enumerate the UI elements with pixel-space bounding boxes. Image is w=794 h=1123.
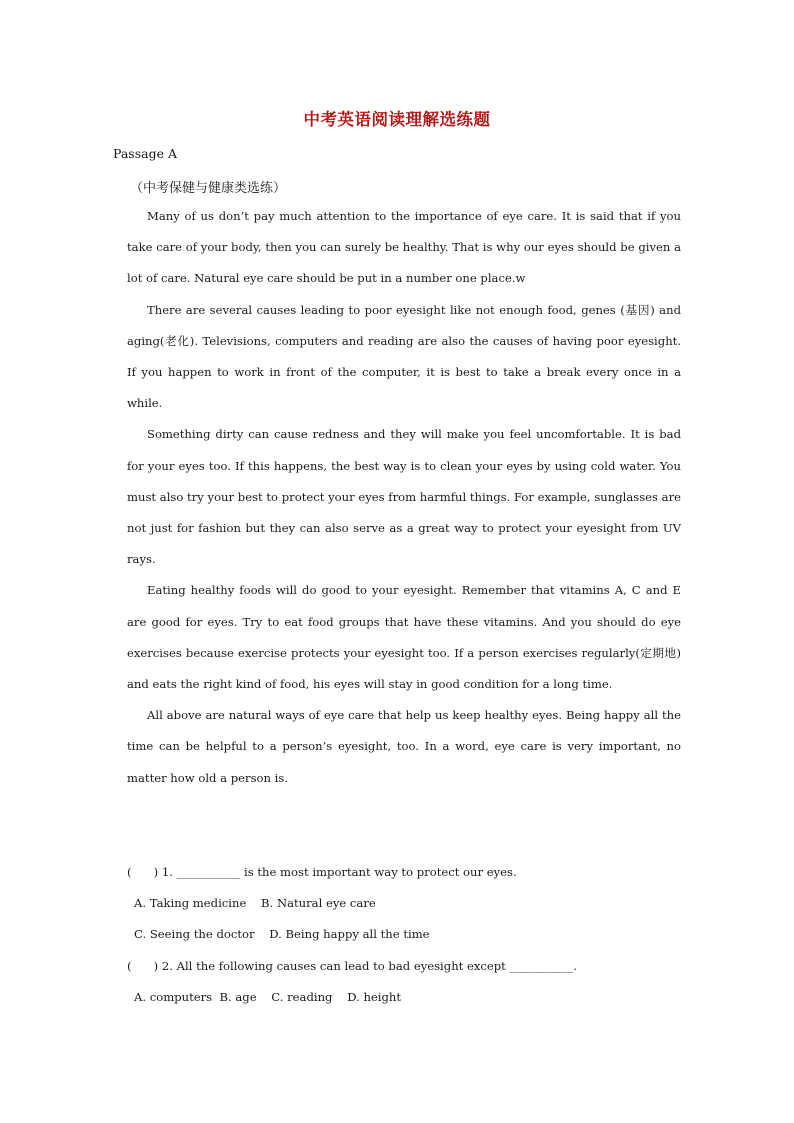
document-title: 中考英语阅读理解选练题: [303, 110, 491, 129]
question-1-stem: ( ) 1. ___________ is the most important way to protect our eyes.: [127, 865, 517, 879]
question-1-options-row-1: A. Taking medicine B. Natural eye care: [134, 896, 376, 911]
paragraph-2: There are several causes leading to poor eyesight like not enough food, genes (基因) and aging(老化). Televisions, computers and reading are also the causes of having poor eyesight. If you happen to work in front of the computer, it is best to take a break every once in a while.: [127, 302, 681, 411]
question-2-stem: ( ) 2. All the following causes can lead to bad eyesight except ___________.: [127, 958, 577, 973]
paragraph-1: Many of us don’t pay much attention to the importance of eye care. It is said that if you take care of your body, then you can surely be healthy. That is why our eyes should be given a lot of care. Natural eye care should be put in a number one place.w: [127, 209, 681, 286]
question-2-options-row-1: A. computers B. age C. reading D. height: [134, 989, 402, 1004]
category-label: （中考保健与健康类选练）: [130, 181, 287, 196]
paragraph-3: Something dirty can cause redness and they will make you feel uncomfortable. It is bad for your eyes too. If this happens, the best way is to clean your eyes by using cold water. You must also try your best to protect your eyes from harmful things. For example, sunglasses are not just for fashion but they can also serve as a great way to protect your eyesight from UV rays.: [127, 427, 681, 567]
passage-body: [127, 201, 681, 794]
question-block: [127, 857, 687, 1013]
passage-label: Passage A: [113, 146, 177, 161]
question-1-options-row-2: C. Seeing the doctor D. Being happy all the time: [134, 927, 430, 942]
paragraph-4: Eating healthy foods will do good to your eyesight. Remember that vitamins A, C and E are good for eyes. Try to eat food groups that have these vitamins. And you should do eye exercises because exercise protects your eyesight too. If a person exercises regularly(定期地) and eats the right kind of food, his eyes will stay in good condition for a long time.: [127, 583, 681, 692]
paragraph-5: All above are natural ways of eye care that help us keep healthy eyes. Being happy all the time can be helpful to a person’s eyesight, too. In a word, eye care is very important, no matter how old a person is.: [127, 708, 681, 785]
